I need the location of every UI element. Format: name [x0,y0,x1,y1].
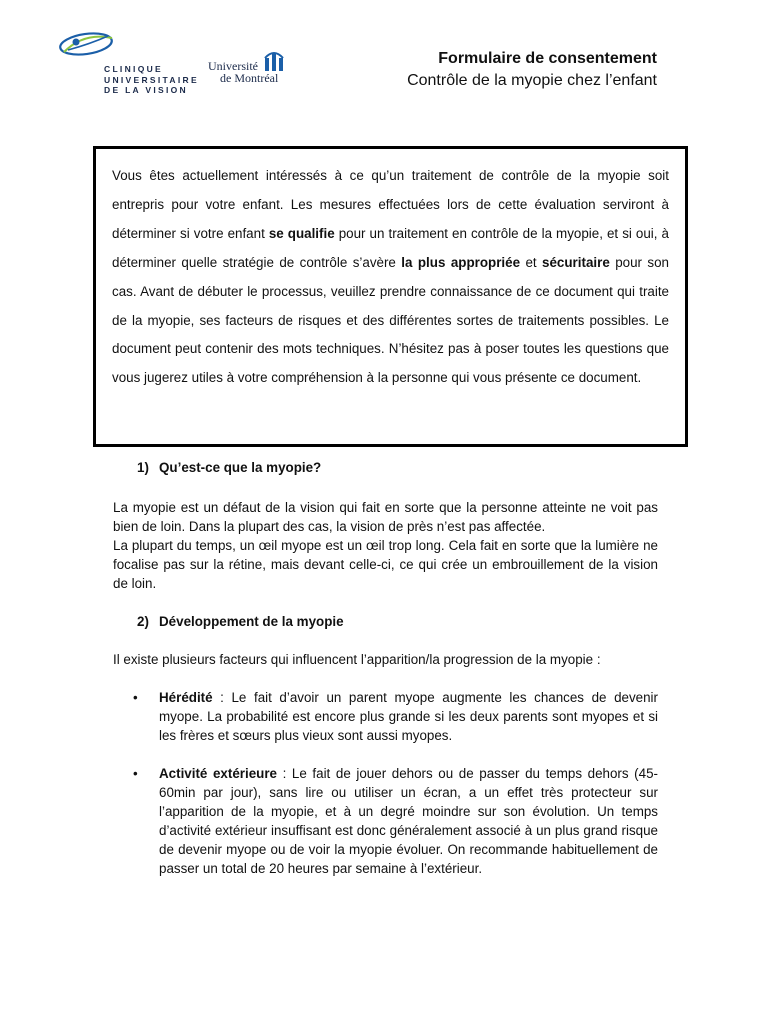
udem-line-2: de Montréal [220,71,279,85]
cuv-logo-text [104,64,199,96]
document-title [407,48,657,92]
page-header [0,0,770,110]
cuv-line-3: DE LA VISION [104,85,188,95]
bullet-icon: • [133,766,138,781]
intro-box [93,146,688,447]
intro-paragraph: Vous êtes actuellement intéressés à ce qu’un traitement de contrôle de la myopie soit entrepris pour votre enfant. Les mesures effectuées lors de cette évaluation serviront à déterminer si votre enfant se qualifie pour un traitement en contrôle de la myopie, et si oui, à déterminer quelle stratégie de contrôle s’avère la plus appropriée et sécuritaire pour son cas. Avant de débuter le processus, veuillez prendre connaissance de ce document qui traite de la myopie, ses facteurs de risques et des différentes sortes de traitements possibles. Le document peut contenir des mots techniques. N’hésitez pas à poser toutes les questions que vous jugerez utiles à votre compréhension à la personne qui vous présente ce document. [112,168,670,386]
section-1-para-1: La myopie est un défaut de la vision qui fait en sorte que la personne atteinte ne voit pas bien de loin. Dans la plupart des cas, la vision de près n’est pas affectée. [113,500,658,534]
list-item: • Activité extérieure : Le fait de jouer dehors ou de passer du temps dehors (45-60min par jour), sans lire ou utiliser un écran, a un effet très protecteur sur l’apparition de la myopie, et à un degré moindre sur son évolution. Un temps d’activité extérieur insuffisant est donc généralement associé à un plus grand risque de devenir myope ou de voir la myopie évoluer. On recommande habituellement de passer un total de 20 heures par semaine à l’extérieur. [133,766,658,876]
main-content [113,458,658,878]
cuv-line-1: CLINIQUE [104,64,164,74]
bullet-icon: • [133,690,138,705]
section-2-heading: 2) Développement de la myopie [137,614,344,629]
section-2-intro: Il existe plusieurs facteurs qui influencent l’apparition/la progression de la myopie : [113,652,601,667]
title-text: Formulaire de consentement [438,50,657,67]
subtitle-text: Contrôle de la myopie chez l’enfant [407,72,657,89]
udem-logo [208,50,288,86]
udem-line-1: Université [208,59,258,73]
cuv-line-2: UNIVERSITAIRE [104,74,199,85]
factor-list [113,688,658,878]
section-1-heading: 1) Qu’est-ce que la myopie? [137,460,322,475]
list-item: • Hérédité : Le fait d’avoir un parent myope augmente les chances de devenir myope. La probabilité est encore plus grande si les deux parents sont myopes et si les frères et sœurs plus vieux sont aussi myopes. [133,690,658,743]
section-1-para-2: La plupart du temps, un œil myope est un œil trop long. Cela fait en sorte que la lumière ne focalise pas sur la rétine, mais devant celle-ci, ce qui crée un embrouillement de la vision de loin. [113,538,658,591]
udem-crest-icon [263,50,285,72]
